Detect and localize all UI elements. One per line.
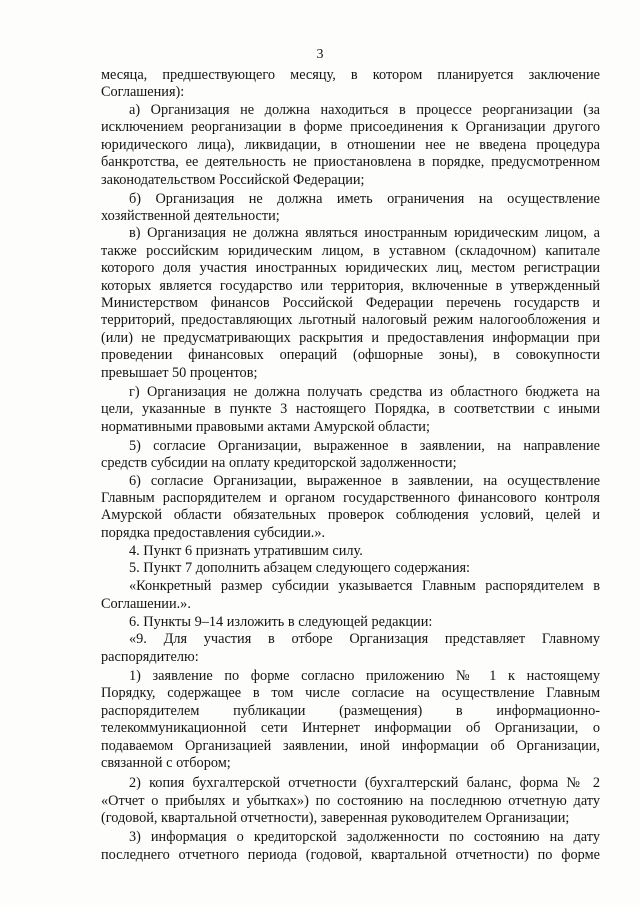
text-line: проведении финансовых операций (офшорные зоны), в совокупности: [101, 347, 600, 363]
text-line: г) Организация не должна получать средства из областного бюджета на: [129, 384, 600, 400]
text-line: нормативными правовыми актами Амурской области;: [101, 419, 430, 435]
text-line: также российским юридическим лицом, в уставном (складочном) капитале: [101, 243, 600, 259]
text-line: (или) не предусматривающих раскрытия и предоставления информации при: [101, 330, 600, 346]
text-line: (годовой, квартальной отчетности), заверенная руководителем Организации;: [101, 810, 570, 826]
text-line: связанной с отбором;: [101, 755, 231, 771]
text-line: банкротства, ее деятельность не приостановлена в порядке, предусмотренном: [101, 154, 600, 170]
text-line: юридического лица), ликвидации, в отношении нее не введена процедура: [101, 137, 600, 153]
text-line: последнего отчетного периода (годовой, квартальной отчетности) по форме: [101, 847, 600, 863]
text-line: в) Организация не должна являться иностранным юридическим лицом, а: [129, 225, 600, 241]
text-line: подаваемом Организацией заявлении, иной информации об Организации,: [101, 738, 600, 754]
text-line: Порядку, содержащее в том числе согласие на осуществление Главным: [101, 685, 600, 701]
text-line: порядка предоставления субсидии.».: [101, 525, 326, 541]
text-line: а) Организация не должна находиться в процессе реорганизации (за: [129, 102, 600, 118]
text-line: исключением реорганизации в форме присоединения к Организации другого: [101, 119, 600, 135]
text-line: законодательством Российской Федерации;: [101, 172, 365, 188]
text-line: распорядителем публикации (размещения) в информационно-: [101, 703, 600, 719]
text-line: которого доля участия иностранных юридических лиц, местом регистрации: [101, 260, 600, 276]
text-line: 6) согласие Организации, выраженное в заявлении, на осуществление: [129, 473, 600, 489]
text-line: Министерством финансов Российской Федерации перечень государств и: [101, 295, 600, 311]
text-line: хозяйственной деятельности;: [101, 208, 280, 224]
text-line: телекоммуникационной сети Интернет информации об Организации, о: [101, 720, 600, 736]
text-line: 1) заявление по форме согласно приложению № 1 к настоящему: [129, 668, 600, 684]
text-line: Главным распорядителем и органом государственного финансового контроля: [101, 490, 600, 506]
text-line: Амурской области обязательных проверок соблюдения условий, целей и: [101, 507, 600, 523]
text-line: территорий, предоставляющих льготный налоговый режим налогообложения и: [101, 312, 600, 328]
text-line: цели, указанные в пункте 3 настоящего Порядка, в соответствии с иными: [101, 401, 600, 417]
text-line: 3) информация о кредиторской задолженности по состоянию на дату: [129, 829, 600, 845]
text-line: «Отчет о прибылях и убытках») по состоянию на последнюю отчетную дату: [101, 793, 600, 809]
text-line: средств субсидии на оплату кредиторской задолженности;: [101, 455, 457, 471]
text-line: которых является государство или территория, включенные в утвержденный: [101, 278, 600, 294]
text-line: месяца, предшествующего месяцу, в котором планируется заключение: [101, 67, 600, 83]
text-line: 6. Пункты 9–14 изложить в следующей редакции:: [129, 614, 433, 630]
text-line: «Конкретный размер субсидии указывается Главным распорядителем в: [129, 578, 600, 594]
text-line: 4. Пункт 6 признать утратившим силу.: [129, 543, 363, 559]
text-line: превышает 50 процентов;: [101, 365, 258, 381]
page-number: 3: [316, 47, 324, 62]
text-line: 5) согласие Организации, выраженное в заявлении, на направление: [129, 438, 600, 454]
text-line: «9. Для участия в отборе Организация представляет Главному: [129, 631, 600, 647]
text-line: 5. Пункт 7 дополнить абзацем следующего содержания:: [129, 560, 471, 576]
text-line: 2) копия бухгалтерской отчетности (бухгалтерский баланс, форма № 2: [129, 775, 600, 791]
text-line: распорядителю:: [101, 649, 199, 665]
text-line: Соглашении.».: [101, 596, 191, 612]
text-line: б) Организация не должна иметь ограничения на осуществление: [129, 191, 600, 207]
text-line: Соглашения):: [101, 84, 185, 100]
